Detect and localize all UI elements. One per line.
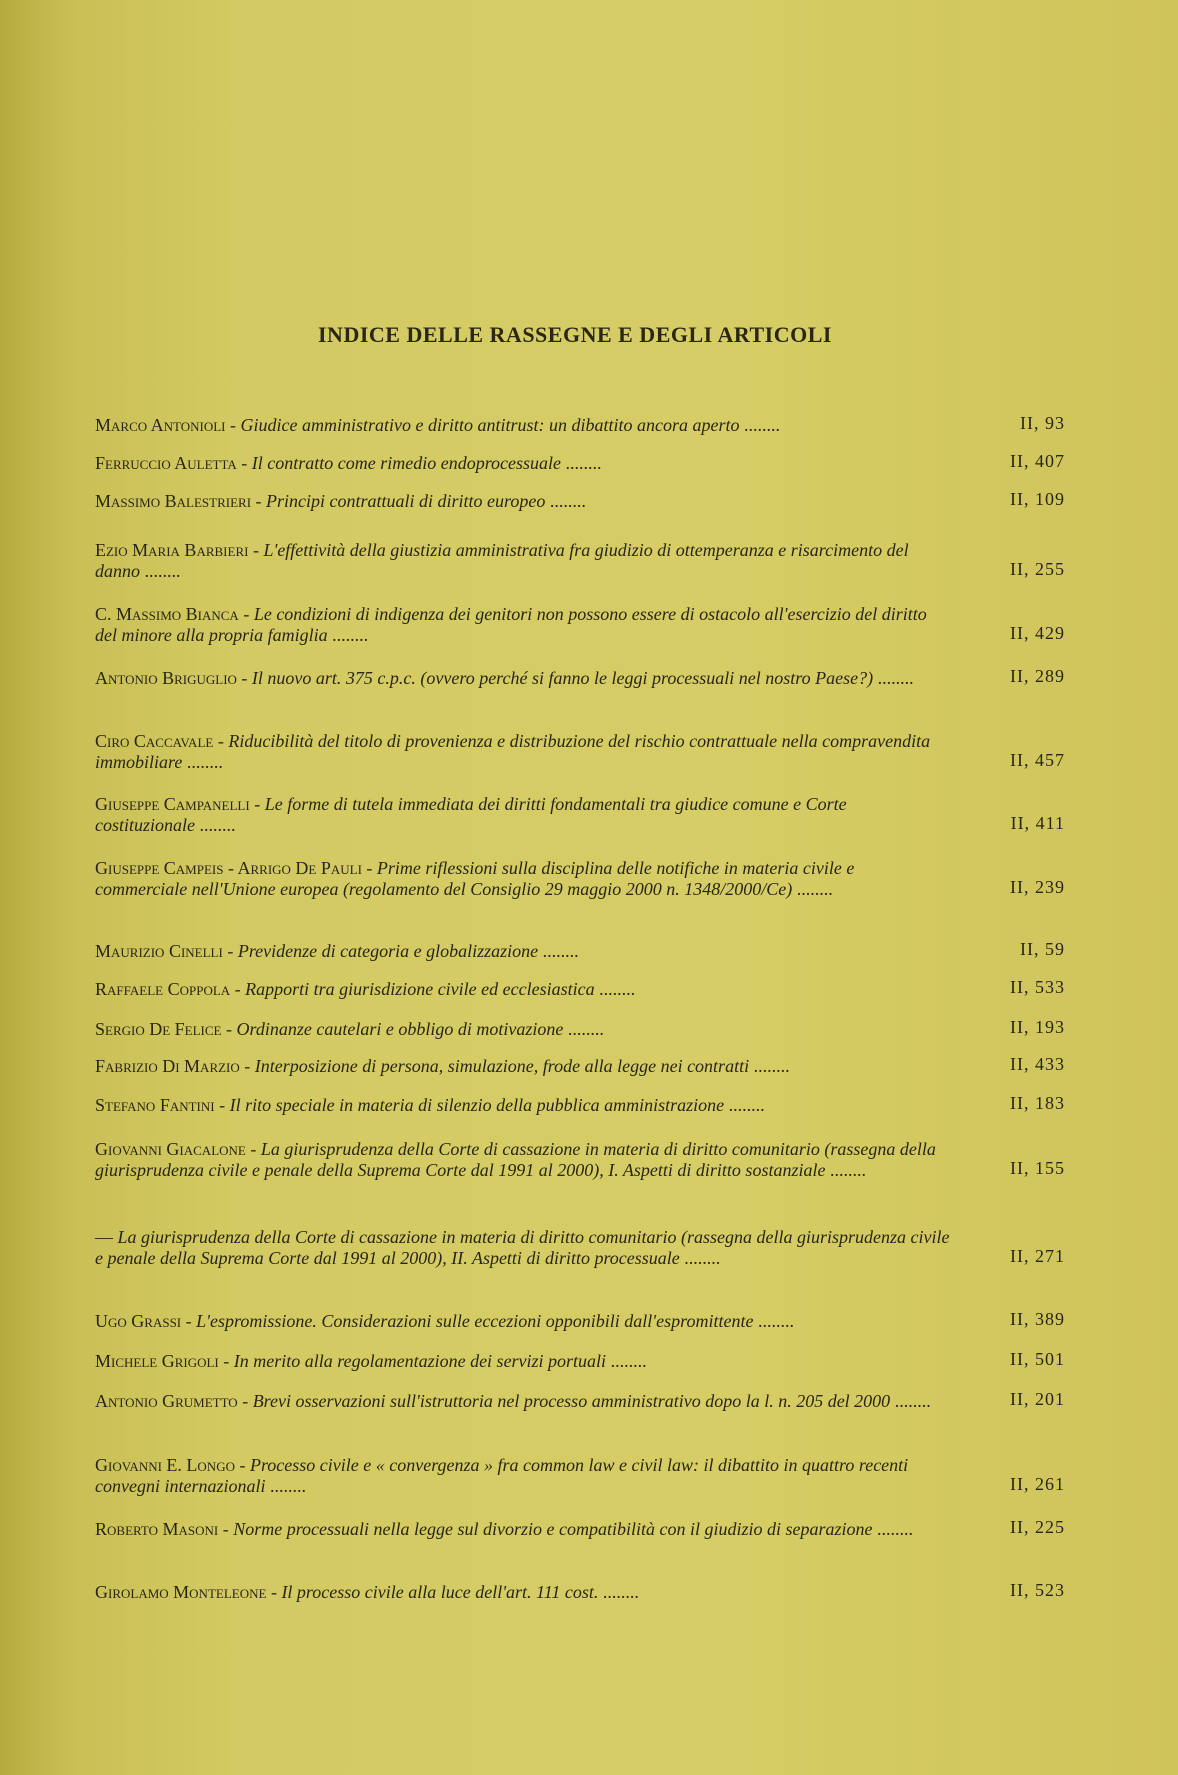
- index-entry: [95, 1582, 1065, 1603]
- dot-leader: ........: [792, 879, 833, 899]
- entry-text: Sergio De Felice - Ordinanze cautelari e obbligo di motivazione ........: [95, 1019, 604, 1039]
- dot-leader: ........: [538, 941, 579, 961]
- entry-author: Giovanni E. Longo: [95, 1455, 235, 1475]
- entry-author: Roberto Masoni: [95, 1519, 219, 1539]
- entry-title: Processo civile e « convergenza » fra common law e civil law: il dibattito in quattro recenti convegni internazionali: [95, 1455, 909, 1496]
- dot-leader: ........: [265, 1476, 306, 1496]
- dot-leader: ........: [140, 561, 181, 581]
- index-entry: [95, 1056, 1065, 1077]
- entry-title: La giurisprudenza della Corte di cassazione in materia di diritto comunitario (rassegna della giurisprudenza civile e penale della Suprema Corte dal 1991 al 2000), II. Aspetti di diritto processuale: [95, 1227, 950, 1268]
- entry-author: Giovanni Giacalone: [95, 1139, 246, 1159]
- entry-text: Ezio Maria Barbieri - L'effettività della giustizia amministrativa fra giudizio di ottemperanza e risarcimento del danno ........: [95, 540, 909, 581]
- entry-text: Antonio Grumetto - Brevi osservazioni sull'istruttoria nel processo amministrativo dopo la l. n. 205 del 2000 ........: [95, 1391, 931, 1411]
- dot-leader: ........: [561, 453, 602, 473]
- index-entry: [95, 1019, 1065, 1040]
- entry-author: Ezio Maria Barbieri: [95, 540, 249, 560]
- entry-text: Ferruccio Auletta - Il contratto come rimedio endoprocessuale ........: [95, 453, 602, 473]
- entry-title: Riducibilità del titolo di provenienza e distribuzione del rischio contrattuale nella compravendita immobiliare: [95, 731, 931, 772]
- entry-page-ref: II, 239: [1010, 877, 1065, 897]
- dot-leader: ........: [753, 1311, 794, 1331]
- dot-leader: ........: [598, 1582, 639, 1602]
- entry-title: La giurisprudenza della Corte di cassazione in materia di diritto comunitario (rassegna della giurisprudenza civile e penale della Suprema Corte dal 1991 al 2000), I. Aspetti di diritto sostanziale: [95, 1139, 936, 1180]
- entry-author: Giuseppe Campeis - Arrigo De Pauli: [95, 858, 362, 878]
- index-entry: [95, 415, 1065, 436]
- entry-text: Massimo Balestrieri - Principi contrattuali di diritto europeo ........: [95, 491, 586, 511]
- entry-author: Massimo Balestrieri: [95, 491, 252, 511]
- entry-page-ref: II, 407: [1010, 451, 1065, 471]
- entry-page-ref: II, 389: [1010, 1309, 1065, 1329]
- index-entry: [95, 858, 1065, 900]
- dot-leader: ........: [563, 1019, 604, 1039]
- entry-page-ref: II, 271: [1010, 1246, 1065, 1266]
- entry-author: Ferruccio Auletta: [95, 453, 237, 473]
- index-entry: [95, 540, 1065, 582]
- entry-page-ref: II, 457: [1010, 750, 1065, 770]
- entry-text: C. Massimo Bianca - Le condizioni di indigenza dei genitori non possono essere di ostacolo all'esercizio del diritto del minore alla propria famiglia ........: [95, 604, 927, 645]
- index-entry: [95, 1455, 1065, 1497]
- entry-text: Maurizio Cinelli - Previdenze di categoria e globalizzazione ........: [95, 941, 579, 961]
- entry-text: Antonio Briguglio - Il nuovo art. 375 c.p.c. (ovvero perché si fanno le leggi processuali nel nostro Paese?) ........: [95, 668, 914, 688]
- entry-author: Raffaele Coppola: [95, 979, 231, 999]
- index-entry: [95, 794, 1065, 836]
- entry-author: Antonio Grumetto: [95, 1391, 238, 1411]
- entry-page-ref: II, 289: [1010, 666, 1065, 686]
- entry-title: Ordinanze cautelari e obbligo di motivazione: [236, 1019, 564, 1039]
- index-entry: [95, 941, 1065, 962]
- dot-leader: ........: [594, 979, 636, 999]
- index-entry: [95, 1519, 1065, 1540]
- entry-page-ref: II, 225: [1010, 1517, 1065, 1537]
- entry-title: Brevi osservazioni sull'istruttoria nel processo amministrativo dopo la l. n. 205 del 2000: [252, 1391, 891, 1411]
- entry-title: Le condizioni di indigenza dei genitori non possono essere di ostacolo all'esercizio del diritto del minore alla propria famiglia: [95, 604, 927, 645]
- index-entry: [95, 1351, 1065, 1372]
- entry-title: L'espromissione. Considerazioni sulle eccezioni opponibili dall'espromittente: [196, 1311, 754, 1331]
- entry-title: Interposizione di persona, simulazione, frode alla legge nei contratti: [254, 1056, 750, 1076]
- dot-leader: ........: [749, 1056, 790, 1076]
- entry-author: Fabrizio Di Marzio: [95, 1056, 240, 1076]
- entry-page-ref: II, 429: [1010, 623, 1065, 643]
- dot-leader: ........: [724, 1095, 765, 1115]
- entry-text: Marco Antonioli - Giudice amministrativo e diritto antitrust: un dibattito ancora aperto ........: [95, 415, 780, 435]
- entry-author: Girolamo Monteleone: [95, 1582, 267, 1602]
- dot-leader: ........: [825, 1160, 866, 1180]
- entry-page-ref: II, 411: [1010, 813, 1065, 833]
- entry-title: In merito alla regolamentazione dei servizi portuali: [233, 1351, 607, 1371]
- entry-title: Prime riflessioni sulla disciplina delle notifiche in materia civile e commerciale nell'Unione europea (regolamento del Consiglio 29 maggio 2000 n. 1348/2000/Ce): [95, 858, 855, 899]
- entry-text: Stefano Fantini - Il rito speciale in materia di silenzio della pubblica amministrazione ........: [95, 1095, 765, 1115]
- entry-author: Stefano Fantini: [95, 1095, 215, 1115]
- entry-text: Roberto Masoni - Norme processuali nella legge sul divorzio e compatibilità con il giudizio di separazione ........: [95, 1519, 913, 1539]
- entry-page-ref: II, 59: [1020, 939, 1065, 959]
- entry-text: Ugo Grassi - L'espromissione. Considerazioni sulle eccezioni opponibili dall'espromittente ........: [95, 1311, 794, 1331]
- dot-leader: ........: [679, 1248, 721, 1268]
- index-entry: [95, 979, 1065, 1000]
- entry-title: Giudice amministrativo e diritto antitrust: un dibattito ancora aperto: [240, 415, 740, 435]
- entry-title: Previdenze di categoria e globalizzazione: [237, 941, 539, 961]
- entry-text: Giovanni Giacalone - La giurisprudenza della Corte di cassazione in materia di diritto comunitario (rassegna della giurisprudenza civile e penale della Suprema Corte dal 1991 al 2000), I. Aspetti di diritto sostanziale ........: [95, 1139, 936, 1180]
- dot-leader: ........: [739, 415, 780, 435]
- entry-title: L'effettività della giustizia amministrativa fra giudizio di ottemperanza e risarcimento del danno: [95, 540, 909, 581]
- entry-text: Ciro Caccavale - Riducibilità del titolo di provenienza e distribuzione del rischio contrattuale nella compravendita immobiliare ........: [95, 731, 931, 772]
- entry-title: Il rito speciale in materia di silenzio della pubblica amministrazione: [229, 1095, 725, 1115]
- entry-text: Raffaele Coppola - Rapporti tra giurisdizione civile ed ecclesiastica ........: [95, 979, 636, 999]
- dot-leader: ........: [327, 625, 369, 645]
- entry-author: Ciro Caccavale: [95, 731, 214, 751]
- entry-text: Girolamo Monteleone - Il processo civile alla luce dell'art. 111 cost. ........: [95, 1582, 639, 1602]
- page-title: INDICE DELLE RASSEGNE E DEGLI ARTICOLI: [318, 322, 832, 347]
- index-entry: [95, 1311, 1065, 1332]
- dot-leader: ........: [606, 1351, 647, 1371]
- entry-text: Fabrizio Di Marzio - Interposizione di persona, simulazione, frode alla legge nei contratti ........: [95, 1056, 790, 1076]
- entry-title: Le forme di tutela immediata dei diritti fondamentali tra giudice comune e Corte costituzionale: [95, 794, 847, 835]
- index-entry: [95, 491, 1065, 512]
- dot-leader: ........: [182, 752, 223, 772]
- entry-page-ref: II, 201: [1010, 1389, 1065, 1409]
- entry-page-ref: II, 155: [1010, 1158, 1065, 1178]
- dot-leader: ........: [873, 668, 914, 688]
- entry-title: Il contratto come rimedio endoprocessuale: [251, 453, 562, 473]
- entry-text: Giuseppe Campeis - Arrigo De Pauli - Prime riflessioni sulla disciplina delle notifiche in materia civile e commerciale nell'Unione europea (regolamento del Consiglio 29 maggio 2000 n. 1348/2000/Ce) ........: [95, 858, 855, 899]
- entry-page-ref: II, 261: [1010, 1474, 1065, 1494]
- index-entry: [95, 1139, 1065, 1181]
- dot-leader: ........: [872, 1519, 913, 1539]
- entry-author: Marco Antonioli: [95, 415, 226, 435]
- index-entry: [95, 453, 1065, 474]
- index-entry: [95, 668, 1065, 689]
- entry-page-ref: II, 193: [1010, 1017, 1065, 1037]
- entry-author: Michele Grigoli: [95, 1351, 219, 1371]
- entry-title: Il nuovo art. 375 c.p.c. (ovvero perché si fanno le leggi processuali nel nostro Paese?): [251, 668, 874, 688]
- entry-author: Antonio Briguglio: [95, 668, 237, 688]
- dot-leader: ........: [545, 491, 586, 511]
- index-entry: [95, 731, 1065, 773]
- entry-title: Principi contrattuali di diritto europeo: [266, 491, 546, 511]
- entry-page-ref: II, 523: [1010, 1580, 1065, 1600]
- entry-text: Giovanni E. Longo - Processo civile e « convergenza » fra common law e civil law: il dibattito in quattro recenti convegni internazionali ........: [95, 1455, 909, 1496]
- entry-page-ref: II, 533: [1010, 977, 1065, 997]
- entry-page-ref: II, 183: [1010, 1093, 1065, 1113]
- index-entry: [95, 1391, 1065, 1412]
- entry-page-ref: II, 93: [1020, 413, 1065, 433]
- entry-author: Sergio De Felice: [95, 1019, 222, 1039]
- entry-author: Ugo Grassi: [95, 1311, 182, 1331]
- entry-author: Maurizio Cinelli: [95, 941, 223, 961]
- entry-title: Il processo civile alla luce dell'art. 111 cost.: [281, 1582, 599, 1602]
- dot-leader: ........: [195, 815, 236, 835]
- index-entry: [95, 1095, 1065, 1116]
- dot-leader: ........: [890, 1391, 931, 1411]
- entry-author: Giuseppe Campanelli: [95, 794, 250, 814]
- entry-text: Michele Grigoli - In merito alla regolamentazione dei servizi portuali ........: [95, 1351, 647, 1371]
- entry-text: [95, 1227, 950, 1269]
- entry-page-ref: II, 255: [1010, 559, 1065, 579]
- entry-title: Norme processuali nella legge sul divorzio e compatibilità con il giudizio di separazione: [233, 1519, 873, 1539]
- entry-text: Giuseppe Campanelli - Le forme di tutela immediata dei diritti fondamentali tra giudice comune e Corte costituzionale ........: [95, 794, 847, 835]
- index-entry: [95, 604, 1065, 646]
- entry-dash: —: [95, 1227, 118, 1247]
- entry-page-ref: II, 501: [1010, 1349, 1065, 1369]
- entry-page-ref: II, 433: [1010, 1054, 1065, 1074]
- index-entry: [95, 1227, 1065, 1269]
- entry-author: C. Massimo Bianca: [95, 604, 239, 624]
- entry-page-ref: II, 109: [1010, 489, 1065, 509]
- entry-title: Rapporti tra giurisdizione civile ed ecclesiastica: [245, 979, 595, 999]
